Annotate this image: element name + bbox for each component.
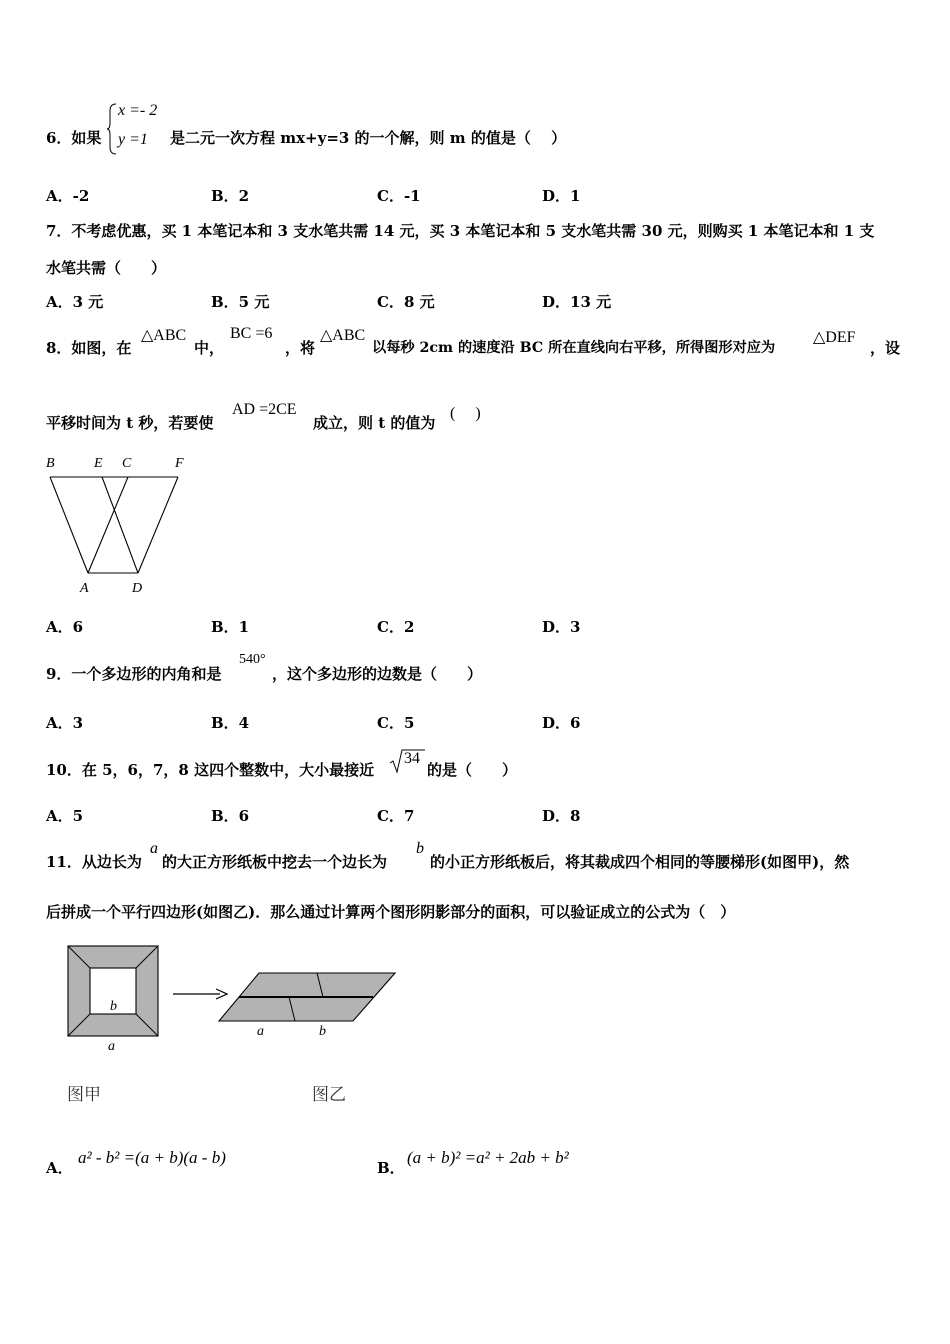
q11-figure-yi bbox=[215, 965, 400, 1043]
q9-option-d[interactable]: D．6 bbox=[542, 714, 581, 732]
q6-option-b[interactable]: B．2 bbox=[211, 187, 250, 205]
q10-option-a[interactable]: A．5 bbox=[46, 807, 84, 825]
q8-figure-lines bbox=[50, 477, 178, 573]
q7-option-c[interactable]: C．8 元 bbox=[377, 293, 435, 311]
q10-option-c[interactable]: C．7 bbox=[377, 807, 415, 825]
q8-math-paren: ( ) bbox=[450, 405, 481, 422]
q6-option-c[interactable]: C．-1 bbox=[377, 187, 421, 205]
q7-option-a[interactable]: A．3 元 bbox=[46, 293, 104, 311]
q11-figure-jia bbox=[60, 940, 170, 1055]
q8-math-ad: AD =2CE bbox=[232, 401, 297, 418]
q11-label-para-a: a bbox=[257, 1024, 264, 1039]
q11-option-b-label[interactable]: B． bbox=[377, 1159, 405, 1177]
q8-math-abc-1: △ABC bbox=[141, 327, 187, 344]
q9-text-2: ，这个多边形的边数是（ ） bbox=[272, 665, 483, 683]
q11-parallelogram bbox=[219, 973, 395, 1021]
q8-text-3: ，将 bbox=[285, 339, 316, 357]
q8-math-abc-2: △ABC bbox=[320, 327, 366, 344]
q8-label-c: C bbox=[122, 456, 132, 471]
q11-frame-shaded bbox=[68, 946, 158, 1036]
q8-option-a[interactable]: A．6 bbox=[46, 618, 84, 636]
q6-number: 6．如果 bbox=[46, 129, 102, 147]
q8-math-def: △DEF bbox=[813, 329, 856, 346]
q7-option-d[interactable]: D．13 元 bbox=[542, 293, 612, 311]
q6-system-brace bbox=[107, 103, 117, 155]
q10-option-d[interactable]: D．8 bbox=[542, 807, 581, 825]
q8-label-e: E bbox=[94, 456, 103, 471]
q8-label-f: F bbox=[175, 456, 184, 471]
q8-text-6: 平移时间为 t 秒，若要使 bbox=[46, 414, 214, 432]
q8-math-bc: BC =6 bbox=[230, 325, 273, 342]
q6-option-d[interactable]: D．1 bbox=[542, 187, 581, 205]
q11-label-big-a: a bbox=[108, 1039, 115, 1054]
q11-math-b: b bbox=[416, 840, 424, 857]
q8-label-b: B bbox=[46, 456, 55, 471]
q11-text-1: 11．从边长为 bbox=[46, 853, 142, 871]
q8-figure bbox=[40, 452, 200, 598]
q7-question-line1: 7．不考虑优惠，买 1 本笔记本和 3 支水笔共需 14 元，买 3 本笔记本和 5 支水笔共需 30 元，则购买 1 本笔记本和 1 支 bbox=[46, 222, 875, 240]
q11-math-a: a bbox=[150, 840, 158, 857]
q11-label-small-b: b bbox=[110, 999, 117, 1014]
q8-text-2: 中， bbox=[194, 339, 225, 357]
q11-caption-yi: 图乙 bbox=[312, 1085, 346, 1105]
q11-text-line2: 后拼成一个平行四边形(如图乙)．那么通过计算两个图形阴影部分的面积，可以验证成立的公式为（ ） bbox=[46, 903, 736, 921]
q10-option-b[interactable]: B．6 bbox=[211, 807, 250, 825]
q11-label-para-b: b bbox=[319, 1024, 326, 1039]
q11-option-a-formula[interactable]: a² - b² =(a + b)(a - b) bbox=[78, 1148, 226, 1167]
q9-option-b[interactable]: B．4 bbox=[211, 714, 250, 732]
q7-option-b[interactable]: B．5 元 bbox=[211, 293, 270, 311]
q8-option-d[interactable]: D．3 bbox=[542, 618, 581, 636]
q10-text-2: 的是（ ） bbox=[427, 761, 518, 779]
q10-radicand: 34 bbox=[404, 750, 420, 767]
q9-text-1: 9．一个多边形的内角和是 bbox=[46, 665, 222, 683]
q11-option-b-formula[interactable]: (a + b)² =a² + 2ab + b² bbox=[407, 1148, 569, 1167]
q8-text-7: 成立，则 t 的值为 bbox=[313, 414, 436, 432]
q10-text-1: 10．在 5，6，7，8 这四个整数中，大小最接近 bbox=[46, 761, 375, 779]
q6-question-text: 是二元一次方程 mx+y=3 的一个解，则 m 的值是（ ） bbox=[170, 129, 567, 147]
q8-text-5: ，设 bbox=[870, 339, 901, 357]
q8-option-b[interactable]: B．1 bbox=[211, 618, 250, 636]
q8-text-4: 以每秒 2cm 的速度沿 BC 所在直线向右平移，所得图形对应为 bbox=[372, 340, 776, 356]
q11-caption-jia: 图甲 bbox=[67, 1085, 101, 1105]
q7-question-line2: 水笔共需（ ） bbox=[46, 259, 167, 277]
q8-text-1: 8．如图，在 bbox=[46, 339, 132, 357]
q8-label-d: D bbox=[132, 581, 143, 596]
brace-icon bbox=[107, 103, 117, 155]
q8-option-c[interactable]: C．2 bbox=[377, 618, 415, 636]
q9-math-angle: 540° bbox=[239, 652, 266, 667]
q6-option-a[interactable]: A．-2 bbox=[46, 187, 90, 205]
q8-label-a: A bbox=[80, 581, 89, 596]
q6-system-line1: x =- 2 bbox=[118, 102, 158, 119]
q9-option-c[interactable]: C．5 bbox=[377, 714, 415, 732]
q6-system-line2: y =1 bbox=[118, 131, 148, 148]
q11-text-3: 的小正方形纸板后，将其裁成四个相同的等腰梯形(如图甲)，然 bbox=[430, 853, 850, 871]
q11-text-2: 的大正方形纸板中挖去一个边长为 bbox=[162, 853, 388, 871]
q11-option-a-label[interactable]: A． bbox=[46, 1159, 73, 1177]
q9-option-a[interactable]: A．3 bbox=[46, 714, 84, 732]
